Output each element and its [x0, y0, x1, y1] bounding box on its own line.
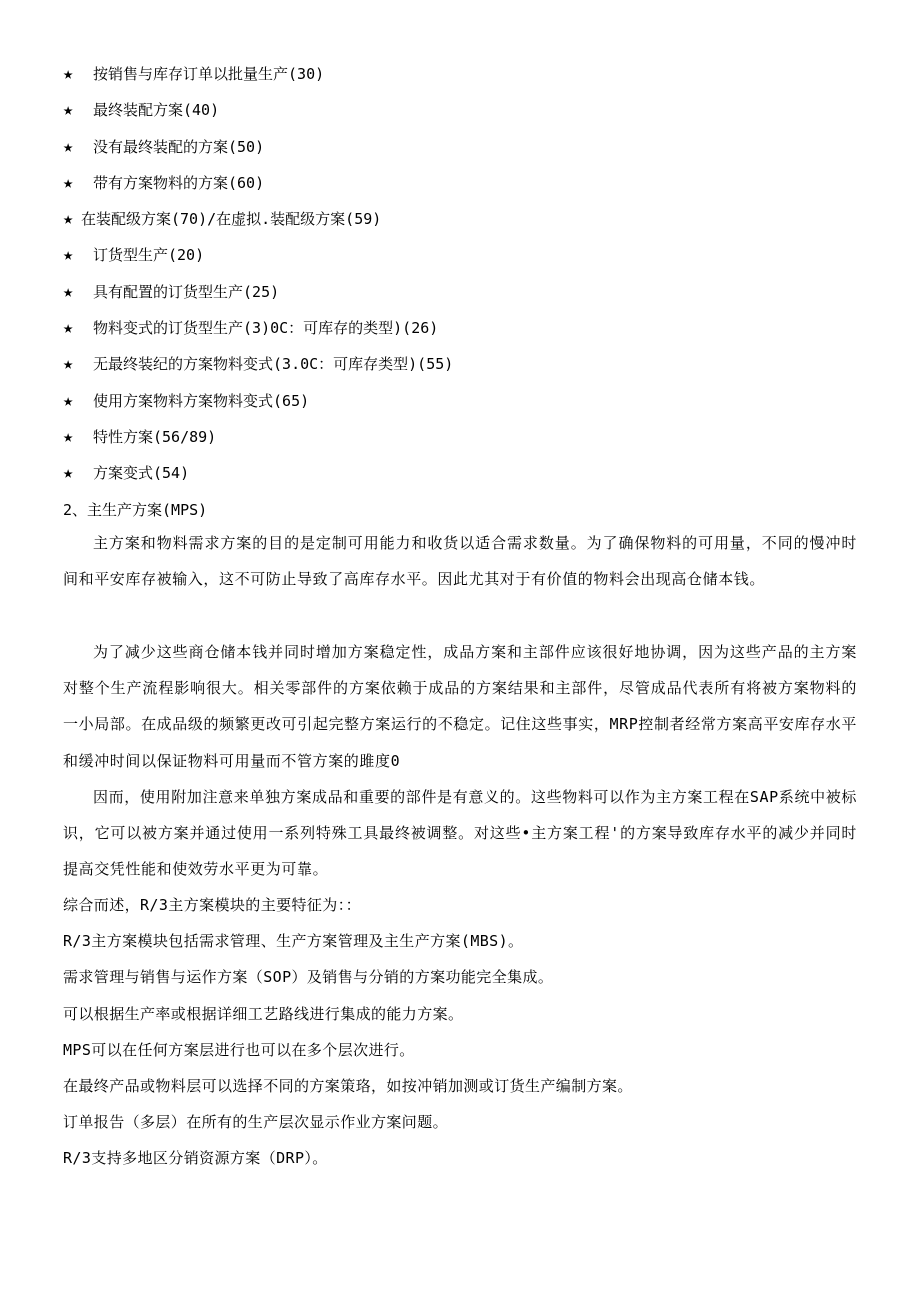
planning-strategy-list [63, 60, 863, 496]
summary-line: 在最终产品或物料层可以选择不同的方案策珞，如按冲销加测或订货生产编制方案。 [63, 1076, 633, 1095]
list-item-text: 没有最终装配的方案(50) [93, 137, 265, 156]
star-icon: ★ [63, 281, 74, 302]
section-heading: 2、主生产方案(MPS) [63, 501, 208, 519]
summary-intro: 综合而述，R/3主方案模块的主要特征为：： [63, 896, 361, 914]
summary-line: 需求管理与销售与运作方案（SOP）及销售与分销的方案功能完全集成。 [63, 968, 554, 987]
list-item-text: 使用方案物料方案物料变式(65) [93, 391, 310, 410]
summary-line: R/3主方案模块包括需求管理、生产方案管理及主生产方案(MBS)。 [63, 932, 524, 951]
star-icon: ★ [63, 209, 74, 230]
star-icon: ★ [63, 390, 74, 411]
list-item-text: 具有配置的订货型生产(25) [93, 282, 280, 301]
list-item-text: 订货型生产(20) [93, 246, 205, 265]
body-paragraph: 为了减少这些商仓储本钱并同时增加方案稳定性，成品方案和主部件应该很好地协调，因为这些产品的主方案对整个生产流程影响很大。相关零部件的方案依赖于成品的方案结果和主部件，尽管成品代表所有将被方案物料的一小局部。在成品级的频繁更改可引起完整方案运行的不稳定。记住这些事实，MRP控制者经常方案高平安库存水平和缓冲时间以保证物料可用量而不管方案的雎度0 [63, 643, 857, 770]
star-icon: ★ [63, 318, 74, 339]
list-item-text: 方案变式(54) [93, 464, 190, 483]
star-icon: ★ [63, 172, 74, 193]
list-item [63, 423, 863, 459]
star-icon: ★ [63, 354, 74, 375]
list-item [63, 205, 863, 241]
list-item [63, 60, 863, 96]
summary-line: MPS可以在任何方案层进行也可以在多个层次进行。 [63, 1040, 415, 1059]
list-item [63, 241, 863, 277]
star-icon: ★ [63, 64, 74, 84]
list-item-text: 最终装配方案(40) [93, 101, 220, 120]
star-icon: ★ [63, 136, 74, 157]
star-icon: ★ [63, 426, 74, 447]
list-item-text: 无最终装纪的方案物料变式(3.0C：可库存类型)(55) [93, 355, 454, 374]
list-item [63, 387, 863, 423]
list-item [63, 133, 863, 169]
list-item-text: 带有方案物料的方案(60) [93, 173, 265, 192]
list-item-text: 在装配级方案(70)/在虚拟.装配级方案(59) [81, 210, 382, 229]
list-item-text: 按销售与库存订单以批量生产(30) [93, 65, 325, 83]
list-item-text: 物料变式的订货型生产(3)0C：可库存的类型)(26) [93, 319, 439, 338]
body-paragraph: 因而，使用附加注意来单独方案成品和重要的部件是有意义的。这些物料可以作为主方案工程在SAP系统中被标识，它可以被方案并通过使用一系列特殊工具最终被调整。对这些•主方案工程'的方案导致库存水平的减少并同时提高交凭性能和使效劳水平更为可靠。 [63, 788, 857, 879]
list-item [63, 278, 863, 314]
list-item [63, 314, 863, 350]
list-item [63, 96, 863, 132]
star-icon: ★ [63, 245, 74, 266]
summary-line: 可以根据生产率或根据详细工艺路线进行集成的能力方案。 [63, 1004, 464, 1023]
summary-list [63, 891, 863, 1181]
summary-line: 订单报告（多层）在所有的生产层次显示作业方案问题。 [63, 1113, 449, 1132]
summary-line: R/3支持多地区分销资源方案（DRP）。 [63, 1149, 328, 1168]
star-icon: ★ [63, 463, 74, 484]
list-item [63, 350, 863, 386]
body-paragraph: 主方案和物料需求方案的目的是定制可用能力和收货以适合需求数量。为了确保物料的可用量，不同的慢冲时间和平安库存被输入，这不可防止导致了高库存水平。因此尤其对于有价值的物料会出现高仓储本钱。 [63, 534, 857, 589]
list-item [63, 459, 863, 495]
list-item [63, 169, 863, 205]
list-item-text: 特性方案(56/89) [93, 427, 217, 446]
star-icon: ★ [63, 100, 74, 121]
